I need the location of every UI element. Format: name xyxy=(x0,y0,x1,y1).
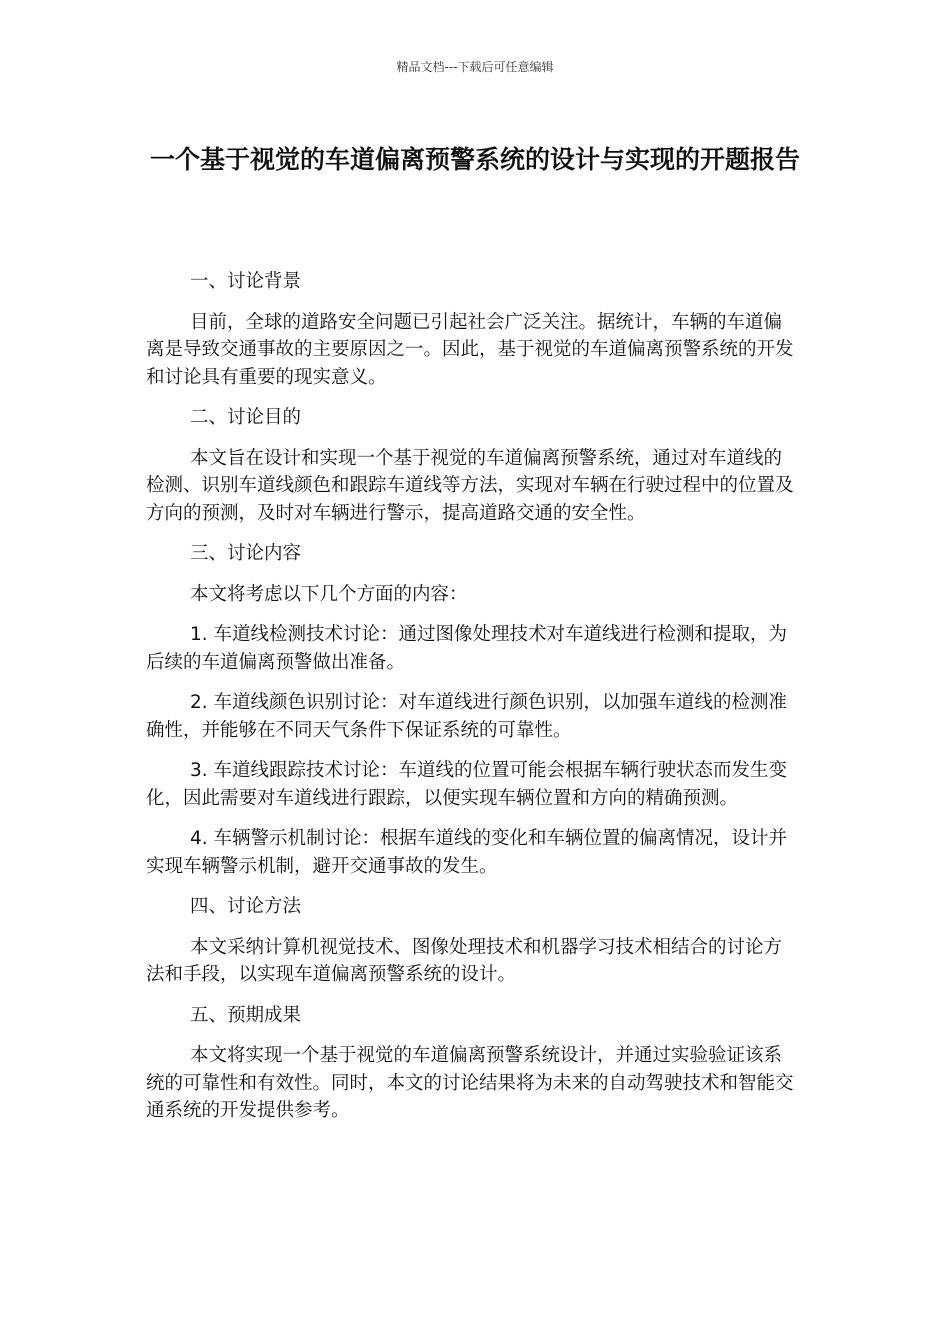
paragraph-purpose: 本文旨在设计和实现一个基于视觉的车道偏离预警系统，通过对车道线的检测、识别车道线颜色和跟踪车道线等方法，实现对车辆在行驶过程中的位置及方向的预测，及时对车辆进行警示，提高道路交通的安全性。 xyxy=(146,447,794,524)
list-item-2: 2. 车道线颜色识别讨论：对车道线进行颜色识别，以加强车道线的检测准确性，并能够在不同天气条件下保证系统的可靠性。 xyxy=(146,692,788,741)
paragraph-background: 目前，全球的道路安全问题已引起社会广泛关注。据统计，车辆的车道偏离是导致交通事故的主要原因之一。因此，基于视觉的车道偏离预警系统的开发和讨论具有重要的现实意义。 xyxy=(146,311,794,388)
document-body xyxy=(146,268,798,1138)
page-header: 精品文档---下载后可任意编辑 xyxy=(396,60,554,74)
list-item-4: 4. 车辆警示机制讨论：根据车道线的变化和车辆位置的偏离情况，设计并实现车辆警示机制，避开交通事故的发生。 xyxy=(146,828,788,877)
section-heading-background: 一、讨论背景 xyxy=(190,271,302,292)
section-heading-results: 五、预期成果 xyxy=(190,1004,302,1026)
section-heading-content: 三、讨论内容 xyxy=(190,543,302,564)
paragraph-content-intro: 本文将考虑以下几个方面的内容： xyxy=(190,583,468,605)
list-item-3: 3. 车道线跟踪技术讨论：车道线的位置可能会根据车辆行驶状态而发生变化，因此需要对车道线进行跟踪，以便实现车辆位置和方向的精确预测。 xyxy=(146,760,788,809)
list-item-1: 1. 车道线检测技术讨论：通过图像处理技术对车道线进行检测和提取，为后续的车道偏离预警做出准备。 xyxy=(146,624,788,673)
paragraph-results: 本文将实现一个基于视觉的车道偏离预警系统设计，并通过实验验证该系统的可靠性和有效性。同时，本文的讨论结果将为未来的自动驾驶技术和智能交通系统的开发提供参考。 xyxy=(146,1045,794,1121)
section-heading-purpose: 二、讨论目的 xyxy=(190,407,302,428)
section-heading-method: 四、讨论方法 xyxy=(190,896,302,917)
document-title: 一个基于视觉的车道偏离预警系统的设计与实现的开题报告 xyxy=(149,145,800,174)
paragraph-method: 本文采纳计算机视觉技术、图像处理技术和机器学习技术相结合的讨论方法和手段，以实现车道偏离预警系统的设计。 xyxy=(146,936,783,985)
